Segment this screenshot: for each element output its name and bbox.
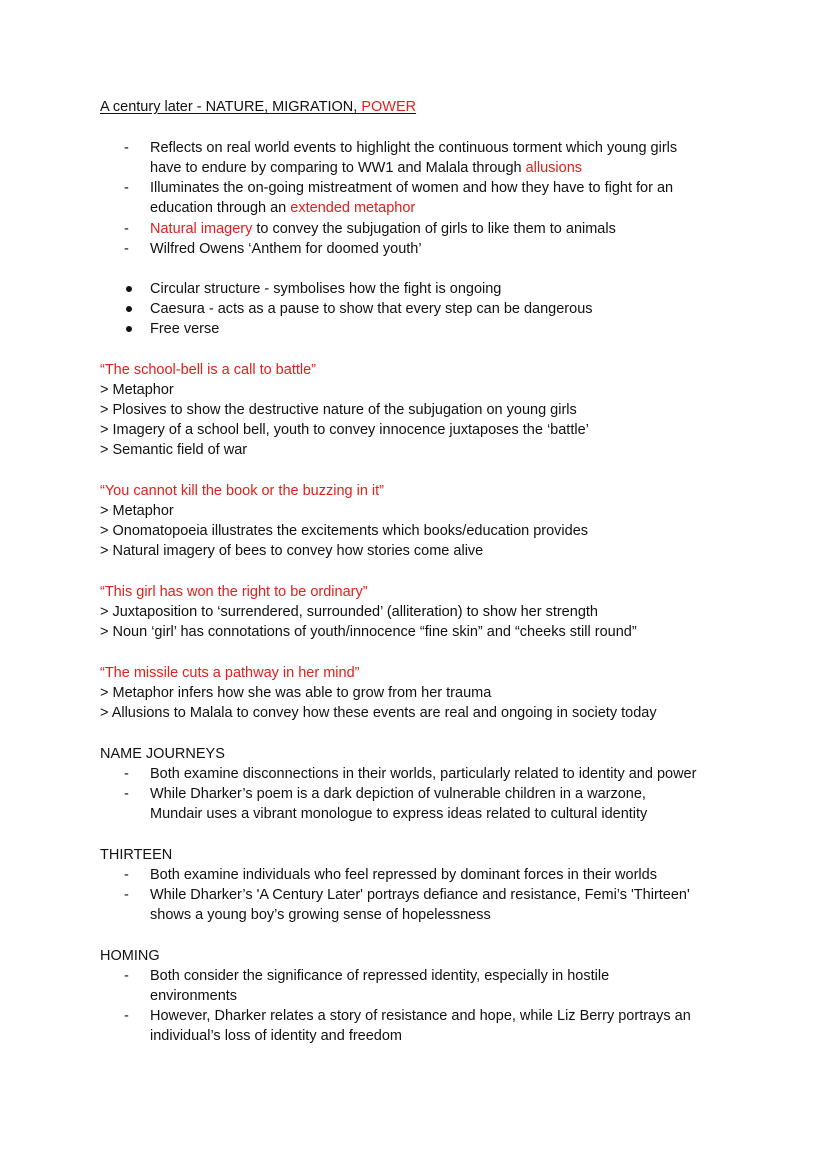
comparison-point: While Dharker’s poem is a dark depiction of vulnerable children in a warzone, Mundair uses a vibrant monologue to express ideas related to cultural identity: [150, 786, 648, 823]
comparison-point: While Dharker’s 'A Century Later' portrays defiance and resistance, Femi’s 'Thirteen' shows a young boy’s growing sense of hopelessness: [150, 887, 690, 924]
bullet-item: Caesura - acts as a pause to show that every step can be dangerous: [150, 301, 593, 317]
quote-note: > Natural imagery of bees to convey how stories come alive: [100, 543, 484, 559]
quote-text: “The missile cuts a pathway in her mind”: [100, 665, 360, 681]
quote-note: > Plosives to show the destructive nature of the subjugation on young girls: [100, 402, 577, 418]
title-highlight: POWER: [361, 99, 417, 115]
bullet-icon: [126, 306, 132, 312]
quote-note: > Semantic field of war: [100, 442, 248, 458]
dash-marker: -: [124, 241, 129, 257]
dash-marker: -: [124, 867, 129, 883]
list-item: Wilfred Owens ‘Anthem for doomed youth’: [150, 241, 422, 257]
quote-text: “This girl has won the right to be ordinary”: [100, 584, 368, 600]
list-item: Illuminates the on-going mistreatment of women and how they have to fight for an education through an extended metaphor: [150, 180, 674, 217]
comparison-heading: THIRTEEN: [100, 847, 173, 863]
dash-marker: -: [124, 766, 129, 782]
comparison-heading: HOMING: [100, 948, 160, 964]
quote-text: “You cannot kill the book or the buzzing in it”: [100, 483, 384, 499]
bullet-icon: [126, 326, 132, 332]
list-item: Natural imagery to convey the subjugation of girls to like them to animals: [150, 221, 616, 237]
comparison-point: Both examine individuals who feel repressed by dominant forces in their worlds: [150, 867, 657, 883]
comparison-point: Both consider the significance of repressed identity, especially in hostile environments: [150, 968, 610, 1005]
comparison-point: However, Dharker relates a story of resistance and hope, while Liz Berry portrays an individual’s loss of identity and freedom: [150, 1008, 691, 1045]
comparison-heading: NAME JOURNEYS: [100, 746, 225, 762]
dash-marker: -: [124, 1008, 129, 1024]
title-text: A century later - NATURE, MIGRATION,: [100, 99, 362, 115]
dash-marker: -: [124, 887, 129, 903]
page-title: [100, 97, 416, 117]
quote-note: > Noun ‘girl’ has connotations of youth/innocence “fine skin” and “cheeks still round”: [100, 624, 637, 640]
quote-note: > Juxtaposition to ‘surrendered, surrounded’ (alliteration) to show her strength: [100, 604, 598, 620]
dash-marker: -: [124, 221, 129, 237]
dash-marker: -: [124, 140, 129, 156]
dash-marker: -: [124, 180, 129, 196]
dash-marker: -: [124, 968, 129, 984]
quote-text: “The school-bell is a call to battle”: [100, 362, 316, 378]
bullet-item: Free verse: [150, 321, 220, 337]
quote-note: > Metaphor infers how she was able to grow from her trauma: [100, 685, 492, 701]
dash-marker: -: [124, 786, 129, 802]
bullet-item: Circular structure - symbolises how the fight is ongoing: [150, 281, 502, 297]
comparison-point: Both examine disconnections in their worlds, particularly related to identity and power: [150, 766, 697, 782]
list-item: Reflects on real world events to highlight the continuous torment which young girls have to endure by comparing to WW1 and Malala through allusions: [150, 140, 678, 177]
quote-note: > Onomatopoeia illustrates the excitements which books/education provides: [100, 523, 589, 539]
quote-note: > Metaphor: [100, 382, 174, 398]
bullet-icon: [126, 286, 132, 292]
quote-note: > Imagery of a school bell, youth to convey innocence juxtaposes the ‘battle’: [100, 422, 589, 438]
quote-note: > Allusions to Malala to convey how these events are real and ongoing in society today: [100, 705, 657, 721]
quote-note: > Metaphor: [100, 503, 174, 519]
